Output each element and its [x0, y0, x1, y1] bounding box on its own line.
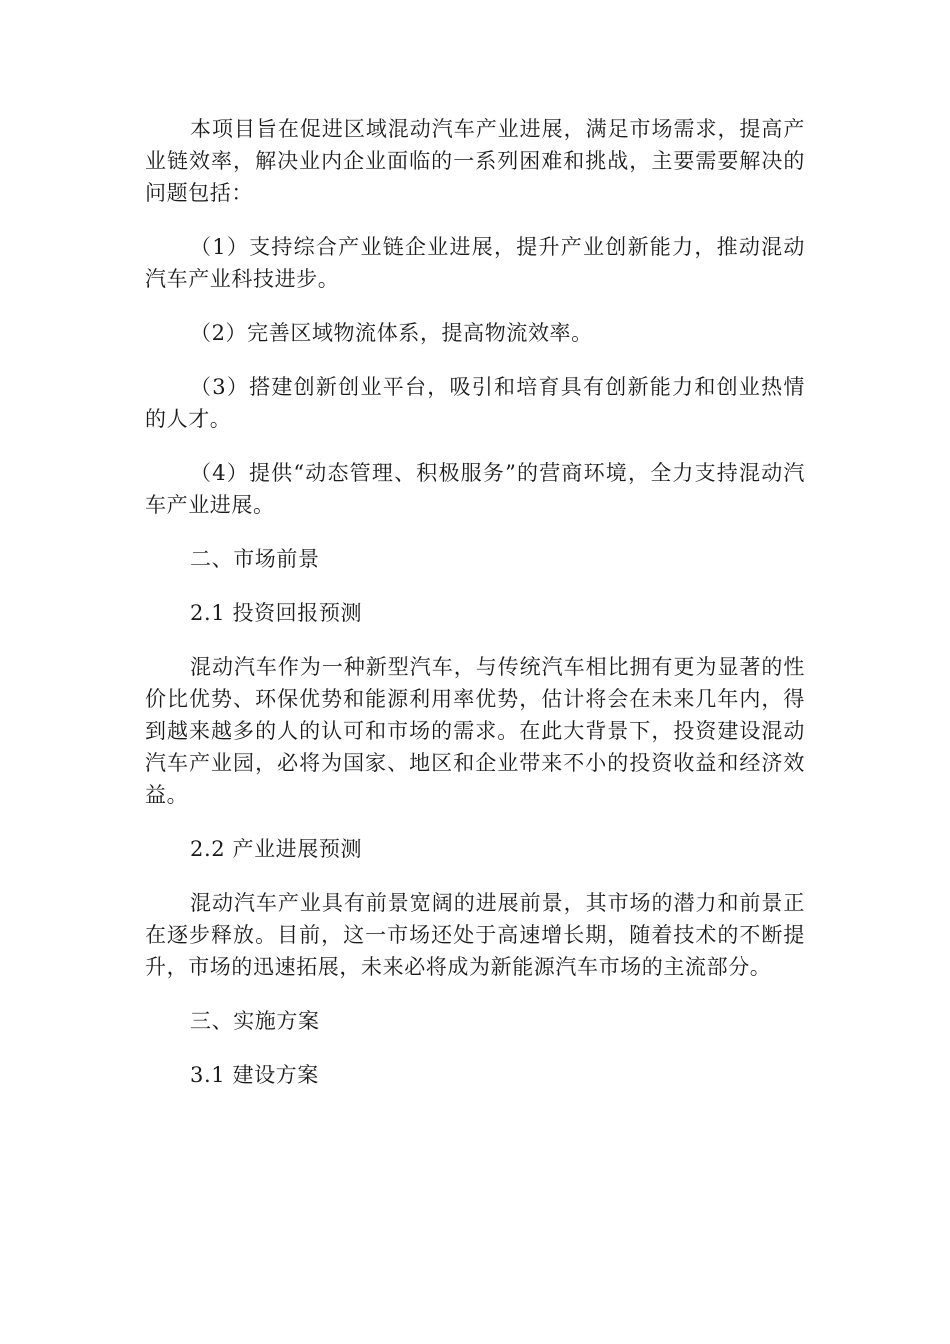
- section-heading: 三、实施方案: [190, 1009, 320, 1033]
- intro-paragraph: 本项目旨在促进区域混动汽车产业进展，满足市场需求，提高产业链效率，解决业内企业面临的一系列困难和挑战，主要需要解决的问题包括：: [145, 117, 805, 205]
- document-body: [145, 113, 805, 1113]
- body-paragraph: 混动汽车作为一种新型汽车，与传统汽车相比拥有更为显著的性价比优势、环保优势和能源利用率优势，估计将会在未来几年内，得到越来越多的人的认可和市场的需求。在此大背景下，投资建设混动汽车产业园，必将为国家、地区和企业带来不小的投资收益和经济效益。: [145, 655, 805, 807]
- body-paragraph: 混动汽车产业具有前景宽阔的进展前景，其市场的潜力和前景正在逐步释放。目前，这一市场还处于高速增长期，随着技术的不断提升，市场的迅速拓展，未来必将成为新能源汽车市场的主流部分。: [145, 891, 805, 979]
- list-item: （1）支持综合产业链企业进展，提升产业创新能力，推动混动汽车产业科技进步。: [145, 235, 805, 291]
- subsection-heading: 2.2 产业进展预测: [190, 837, 363, 861]
- list-item: （4）提供“动态管理、积极服务”的营商环境，全力支持混动汽车产业进展。: [145, 461, 805, 517]
- list-item: （3）搭建创新创业平台，吸引和培育具有创新能力和创业热情的人才。: [145, 375, 805, 431]
- subsection-heading: 3.1 建设方案: [190, 1063, 319, 1087]
- subsection-heading: 2.1 投资回报预测: [190, 601, 363, 625]
- section-heading: 二、市场前景: [190, 547, 320, 571]
- list-item: （2）完善区域物流体系，提高物流效率。: [190, 321, 593, 345]
